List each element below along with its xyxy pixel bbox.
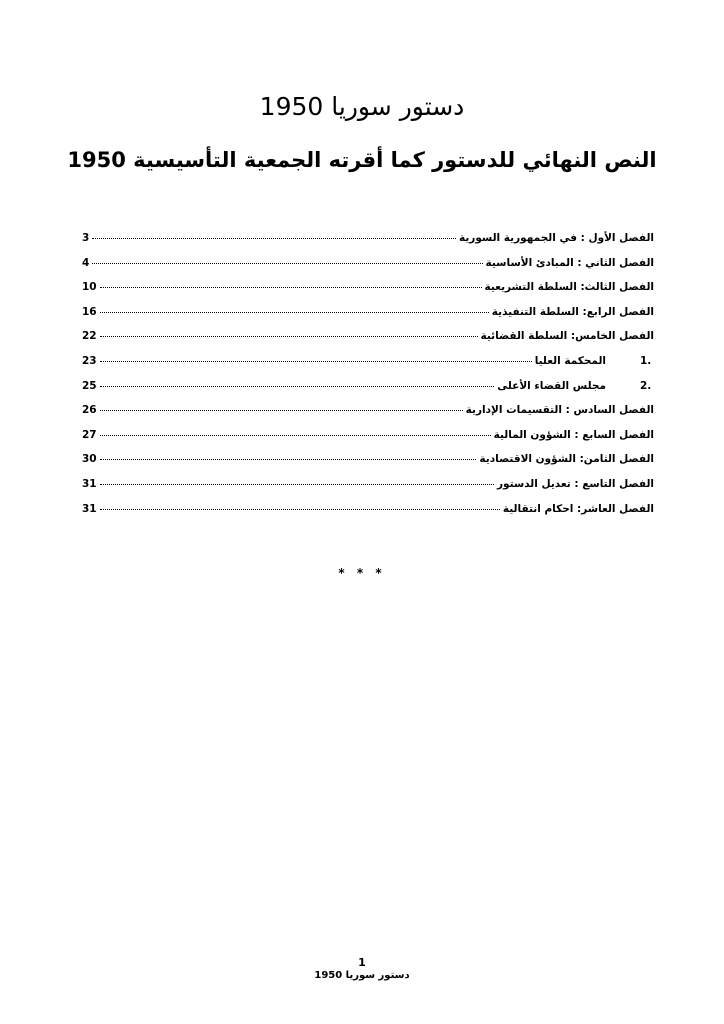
toc-entry-label: الفصل التاسع : تعديل الدستور (496, 477, 654, 490)
toc-entry-page: 10 (82, 281, 97, 294)
toc-entry[interactable] (82, 232, 654, 257)
toc-entry-label: الفصل السابع : الشؤون المالية (493, 428, 654, 441)
toc-entry-label: المحكمة العليا (534, 354, 606, 367)
toc-entry-page: 25 (82, 379, 97, 392)
toc-entry-label: الفصل الأول : في الجمهورية السورية (458, 232, 654, 244)
toc-entry-label: مجلس القضاء الأعلى (497, 379, 606, 392)
toc-subentry[interactable] (82, 380, 654, 405)
toc-entry[interactable] (82, 429, 654, 454)
toc-entry-page: 27 (82, 428, 97, 441)
toc-entry-label: الفصل الرابع: السلطة التنفيذية (491, 305, 654, 318)
toc-entry-label: الفصل العاشر: احكام انتقالية (502, 502, 654, 515)
toc-entry[interactable] (82, 453, 654, 478)
toc-dot-leader (100, 336, 478, 337)
toc-dot-leader (92, 263, 482, 264)
toc-subentry[interactable] (82, 355, 654, 380)
toc-dot-leader (92, 238, 456, 239)
toc-entry[interactable] (82, 404, 654, 429)
table-of-contents (82, 232, 654, 527)
toc-entry-label: الفصل الخامس: السلطة القضائية (480, 330, 654, 343)
toc-dot-leader (100, 361, 532, 362)
toc-dot-leader (100, 509, 500, 510)
toc-entry-page: 31 (82, 502, 97, 515)
toc-dot-leader (100, 287, 482, 288)
page-subtitle: النص النهائي للدستور كما أقرته الجمعية التأسيسية 1950 (67, 148, 657, 172)
section-separator: * * * (338, 566, 386, 580)
toc-entry[interactable] (82, 330, 654, 355)
toc-entry[interactable] (82, 281, 654, 306)
toc-entry-page: 26 (82, 404, 97, 417)
toc-entry-label: الفصل الثالث: السلطة التشريعية (484, 281, 654, 294)
toc-dot-leader (100, 484, 494, 485)
toc-dot-leader (100, 435, 491, 436)
toc-entry[interactable] (82, 257, 654, 282)
footer-title: دستور سوريا 1950 (314, 970, 410, 981)
toc-dot-leader (100, 312, 489, 313)
toc-dot-leader (100, 410, 463, 411)
toc-entry[interactable] (82, 306, 654, 331)
toc-entry-label: الفصل السادس : التقسيمات الإدارية (465, 404, 654, 417)
toc-dot-leader (100, 459, 477, 460)
page-title: دستور سوريا 1950 (259, 92, 465, 121)
toc-entry-page: 22 (82, 330, 97, 343)
toc-entry-page: 4 (82, 256, 90, 269)
toc-entry-page: 30 (82, 453, 97, 466)
footer-page-number: 1 (358, 956, 366, 969)
toc-subentry-number: 1. (640, 354, 652, 367)
toc-entry-page: 31 (82, 477, 97, 490)
toc-entry-page: 3 (82, 232, 90, 244)
toc-entry-label: الفصل الثامن: الشؤون الاقتصادية (479, 453, 654, 466)
toc-entry-page: 23 (82, 354, 97, 367)
toc-dot-leader (100, 386, 495, 387)
toc-entry-page: 16 (82, 305, 97, 318)
toc-entry-label: الفصل الثاني : المبادئ الأساسية (485, 256, 654, 269)
toc-entry[interactable] (82, 478, 654, 503)
toc-subentry-number: 2. (640, 379, 652, 392)
toc-entry[interactable] (82, 503, 654, 528)
